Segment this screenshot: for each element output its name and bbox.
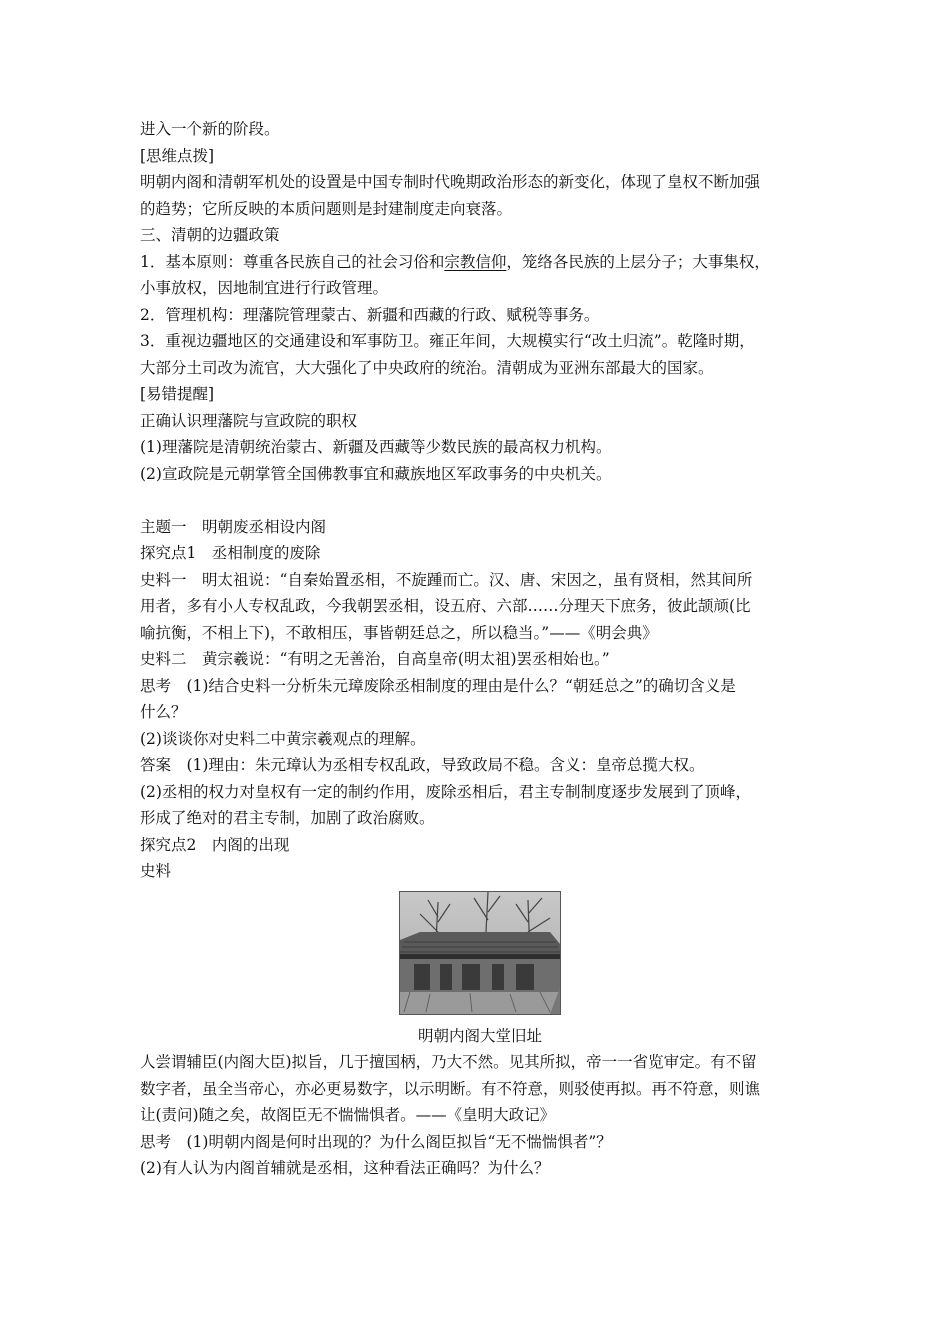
text-line: 史料	[140, 862, 172, 880]
question-line: (2)谈谈你对史料二中黄宗羲观点的理解。	[140, 729, 426, 748]
cabinet-hall-photo	[399, 891, 561, 1015]
tip-heading: [思维点拨]	[140, 146, 215, 165]
document-page	[140, 116, 820, 1182]
text-line: 数字者，虽全当帝心，亦必更易数字，以示明断。有不符意，则驳使再拟。再不符意，则谯	[140, 1079, 761, 1098]
text-line: 用者，多有小人专权乱政，今我朝罢丞相，设五府、六部……分理天下庶务，彼此颉颃(比	[140, 597, 751, 615]
text-line: 人尝谓辅臣(内阁大臣)拟旨，几于擅国柄，乃大不然。见其所拟，帝一一省览审定。有不留	[140, 1053, 757, 1071]
text-line: (2)宣政院是元朝掌管全国佛教事宜和藏族地区军政事务的中央机关。	[140, 464, 612, 483]
answer-line: 答案 (1)理由：朱元璋认为丞相专权乱政，导致政局不稳。含义：皇帝总揽大权。	[140, 756, 705, 774]
subtopic-heading: 探究点2 内阁的出现	[140, 835, 290, 854]
section-topic-one	[140, 514, 820, 885]
question-line: (2)有人认为内阁首辅就是丞相，这种看法正确吗？为什么？	[140, 1159, 550, 1177]
policy-item-3: 3．重视边疆地区的交通建设和军事防卫。雍正年间，大规模实行“改土归流”。乾隆时期，	[140, 332, 755, 350]
topic-heading: 主题一 明朝废丞相设内阁	[140, 517, 327, 536]
text-line: 大部分土司改为流官，大大强化了中央政府的统治。清朝成为亚洲东部最大的国家。	[140, 358, 714, 377]
text-line: 小事放权，因地制宜进行行政管理。	[140, 279, 389, 297]
section-cabinet	[140, 1049, 820, 1182]
figure-caption: 明朝内阁大堂旧址	[417, 1026, 542, 1045]
subtopic-heading: 探究点1 丞相制度的废除	[140, 544, 321, 562]
text-line: 让(责问)随之矣，故阁臣无不惴惴惧者。——《皇明大政记》	[140, 1106, 556, 1124]
policy-item-2: 2．管理机构：理藩院管理蒙古、新疆和西藏的行政、赋税等事务。	[140, 305, 600, 324]
section-intro	[140, 116, 820, 487]
spacer	[140, 487, 820, 514]
text-line: 什么？	[140, 703, 187, 721]
text-line: 进入一个新的阶段。	[140, 120, 280, 138]
question-line: 思考 (1)结合史料一分析朱元璋废除丞相制度的理由是什么？“朝廷总之”的确切含义是	[140, 676, 736, 695]
section-heading: 三、清朝的边疆政策	[140, 226, 280, 244]
text-line: 的趋势；它所反映的本质问题则是封建制度走向衰落。	[140, 199, 513, 218]
policy-item-1: 1．基本原则：尊重各民族自己的社会习俗和宗教信仰，笼络各民族的上层分子；大事集权，	[140, 252, 770, 271]
text-line: (1)理藩院是清朝统治蒙古、新疆及西藏等少数民族的最高权力机构。	[140, 438, 612, 456]
underlined-term: 宗教信仰	[444, 252, 507, 271]
question-line: 思考 (1)明朝内阁是何时出现的？为什么阁臣拟旨“无不惴惴惧者”？	[140, 1132, 612, 1151]
text-line: 喻抗衡，不相上下)，不敢相压，事皆朝廷总之，所以稳当。”——《明会典》	[140, 623, 658, 642]
tip-heading: [易错提醒]	[140, 385, 215, 403]
text-line: 形成了绝对的君主专制，加剧了政治腐败。	[140, 809, 435, 827]
text-line: 史料一 明太祖说：“自秦始置丞相，不旋踵而亡。汉、唐、宋因之，虽有贤相，然其间所	[140, 570, 753, 589]
text-line: 明朝内阁和清朝军机处的设置是中国专制时代晚期政治形态的新变化，体现了皇权不断加强	[140, 173, 761, 191]
figure	[140, 891, 820, 1050]
text-line: (2)丞相的权力对皇权有一定的制约作用，废除丞相后，君主专制制度逐步发展到了顶峰，	[140, 782, 751, 801]
text-line: 史料二 黄宗羲说：“有明之无善治，自高皇帝(明太祖)罢丞相始也。”	[140, 650, 610, 668]
text-line: 正确认识理藩院与宣政院的职权	[140, 411, 358, 430]
